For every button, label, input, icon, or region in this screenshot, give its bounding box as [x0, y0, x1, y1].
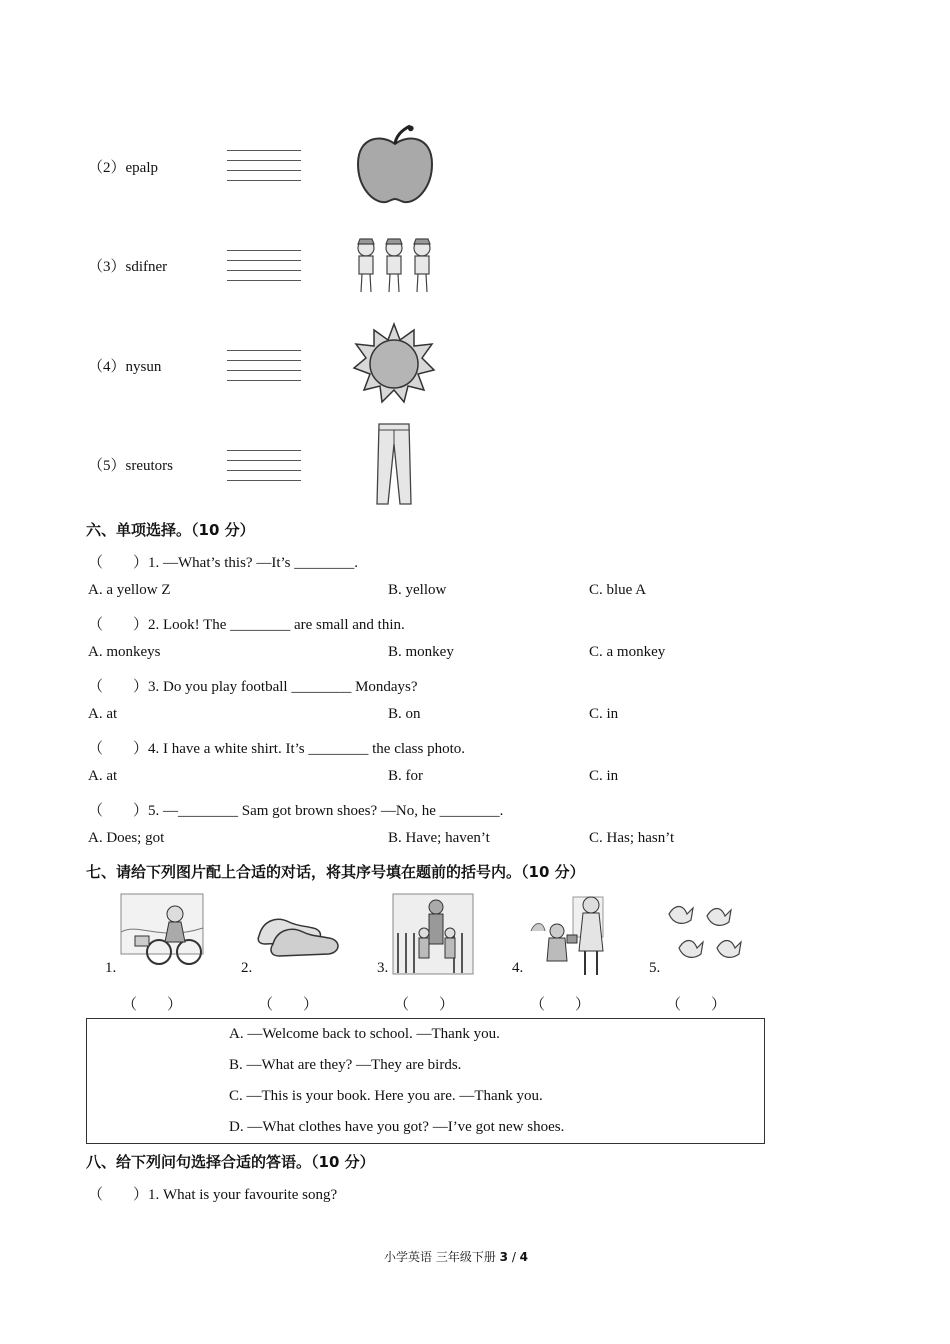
apple-picture: [352, 122, 438, 206]
question-text: （ ）1. What is your favourite song?: [88, 1187, 338, 1203]
word-label: （4）nysun: [88, 359, 162, 375]
question-text: （ ）3. Do you play football ________ Mondays?: [88, 679, 418, 695]
option-c: C. in: [589, 768, 619, 784]
picture-number: 2.: [241, 960, 253, 976]
friends-picture: [352, 234, 440, 296]
option-c: C. a monkey: [589, 644, 666, 660]
writing-lines[interactable]: [227, 450, 301, 480]
picture-number: 4.: [512, 960, 524, 976]
option-b: B. on: [388, 706, 421, 722]
dialogue-option: C. —This is your book. Here you are. —Thank you.: [229, 1088, 543, 1104]
option-a: A. at: [88, 706, 118, 722]
page-footer: [384, 1248, 528, 1265]
option-a: A. at: [88, 768, 118, 784]
picture-number: 3.: [377, 960, 389, 976]
word-label: （2）epalp: [88, 160, 158, 176]
answer-blank[interactable]: （ ）: [530, 997, 591, 1013]
option-b: B. monkey: [388, 644, 454, 660]
option-c: C. Has; hasn’t: [589, 830, 675, 846]
option-a: A. monkeys: [88, 644, 161, 660]
giving-book-picture: [527, 891, 611, 977]
option-c: C. blue A: [589, 582, 647, 598]
page-total: 4: [519, 1250, 529, 1264]
section-heading: 八、给下列问句选择合适的答语。（10 分）: [86, 1153, 375, 1171]
option-c: C. in: [589, 706, 619, 722]
footer-text: 小学英语 三年级下册: [384, 1250, 500, 1264]
trousers-picture: [374, 420, 414, 508]
writing-lines[interactable]: [227, 250, 301, 280]
option-b: B. Have; haven’t: [388, 830, 490, 846]
section-heading: 七、请给下列图片配上合适的对话，将其序号填在题前的括号内。（10 分）: [86, 863, 585, 881]
sun-picture: [352, 322, 436, 406]
page-separator: /: [508, 1250, 520, 1264]
word-label: （5）sreutors: [88, 458, 173, 474]
page-number: 3: [499, 1250, 508, 1264]
shoes-picture: [253, 906, 343, 958]
question-text: （ ）4. I have a white shirt. It’s ________ the class photo.: [88, 741, 466, 757]
writing-lines[interactable]: [227, 350, 301, 380]
section-heading: 六、单项选择。（10 分）: [86, 521, 255, 539]
writing-lines[interactable]: [227, 150, 301, 180]
word-label: （3）sdifner: [88, 259, 168, 275]
question-text: （ ）1. —What’s this? —It’s ________.: [88, 555, 358, 571]
option-b: B. yellow: [388, 582, 447, 598]
picture-number: 1.: [105, 960, 117, 976]
answer-blank[interactable]: （ ）: [258, 997, 319, 1013]
school-gate-picture: [392, 893, 474, 975]
question-text: （ ）5. —________ Sam got brown shoes? —No, he ________.: [88, 803, 504, 819]
option-a: A. a yellow Z: [88, 582, 171, 598]
answer-blank[interactable]: （ ）: [394, 997, 455, 1013]
answer-blank[interactable]: （ ）: [666, 997, 727, 1013]
dialogue-option: D. —What clothes have you got? —I’ve got new shoes.: [229, 1119, 565, 1135]
option-b: B. for: [388, 768, 423, 784]
birds-picture: [663, 900, 753, 970]
picture-number: 5.: [649, 960, 661, 976]
option-a: A. Does; got: [88, 830, 165, 846]
question-text: （ ）2. Look! The ________ are small and thin.: [88, 617, 405, 633]
dialogue-option: A. —Welcome back to school. —Thank you.: [229, 1026, 500, 1042]
answer-blank[interactable]: （ ）: [122, 997, 183, 1013]
girl-cycling-picture: [119, 892, 205, 968]
dialogue-option: B. —What are they? —They are birds.: [229, 1057, 462, 1073]
